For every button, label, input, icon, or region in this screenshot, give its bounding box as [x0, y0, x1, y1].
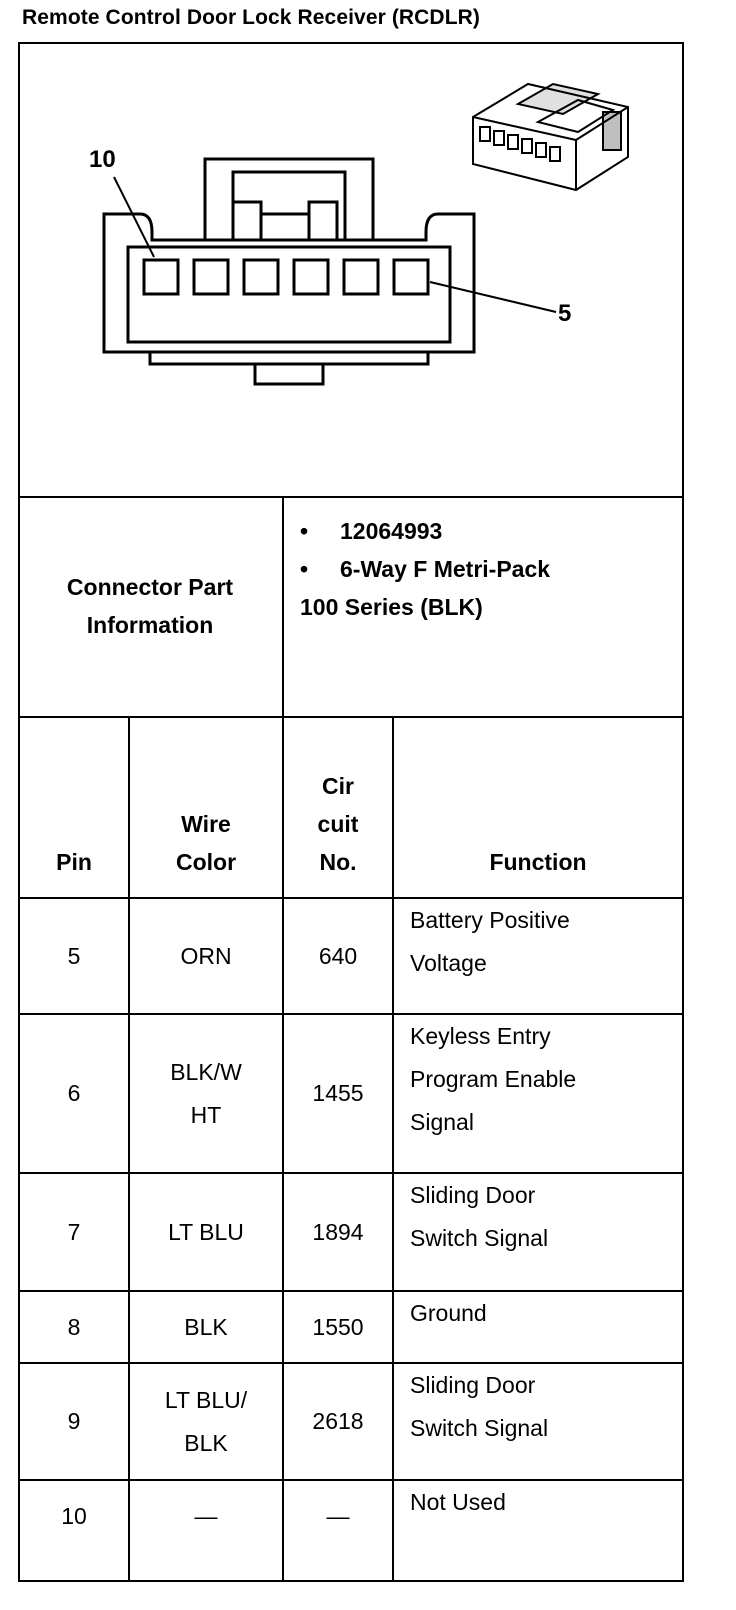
- table-cell-circuit: —: [326, 1502, 350, 1529]
- page-title: Remote Control Door Lock Receiver (RCDLR): [22, 6, 480, 29]
- table-cell-pin: 10: [61, 1502, 87, 1529]
- divider-connector-info: [18, 716, 684, 718]
- pin-label-5: 5: [558, 300, 572, 327]
- table-cell-function: Battery Positive Voltage: [410, 907, 570, 976]
- table-cell-function: Not Used: [410, 1489, 506, 1515]
- table-cell-function: Keyless Entry Program Enable Signal: [410, 1023, 577, 1135]
- table-cell-circuit: 2618: [312, 1408, 364, 1434]
- connector-part-info-values: [300, 512, 550, 626]
- table-cell-circuit: 1455: [312, 1080, 364, 1106]
- header-pin: Pin: [56, 849, 92, 875]
- table-cell-circuit: 640: [318, 942, 358, 969]
- table-cell-wire-color: LT BLU/ BLK: [164, 1386, 248, 1456]
- table-cell-wire-color: LT BLU: [168, 1218, 244, 1245]
- divider-diagram: [18, 496, 684, 498]
- connector-part-info-label: Connector Part Information: [66, 574, 234, 638]
- table-cell-pin: 9: [67, 1408, 81, 1434]
- divider-info-col: [282, 497, 284, 717]
- table-cell-pin: 6: [67, 1080, 81, 1106]
- connector-series: 100 Series (BLK): [300, 594, 483, 620]
- connector-diagram: [18, 42, 684, 497]
- header-circuit-no: Cir cuit No.: [317, 773, 359, 875]
- table-cell-function: Sliding Door Switch Signal: [410, 1372, 549, 1441]
- table-cell-function: Sliding Door Switch Signal: [410, 1182, 549, 1251]
- table-cell-wire-color: —: [194, 1502, 218, 1529]
- connector-face-drawing: [18, 42, 684, 497]
- table-cell-circuit: 1550: [312, 1313, 364, 1340]
- table-cell-circuit: 1894: [312, 1218, 364, 1245]
- connector-isometric-icon: [473, 84, 628, 190]
- table-cell-pin: 8: [67, 1313, 81, 1340]
- table-cell-wire-color: ORN: [180, 942, 232, 969]
- table-cell-wire-color: BLK: [184, 1313, 228, 1340]
- part-number-item: • 12064993: [300, 518, 443, 544]
- connector-type-item: • 6-Way F Metri-Pack: [300, 556, 551, 582]
- header-function: Function: [489, 849, 587, 875]
- table-cell-wire-color: BLK/W HT: [170, 1058, 242, 1128]
- table-cell-pin: 7: [67, 1218, 81, 1245]
- table-cell-function: Ground: [410, 1300, 487, 1326]
- pin-label-10: 10: [89, 146, 116, 173]
- header-wire-color: Wire Color: [175, 811, 237, 875]
- table-cell-pin: 5: [67, 942, 81, 969]
